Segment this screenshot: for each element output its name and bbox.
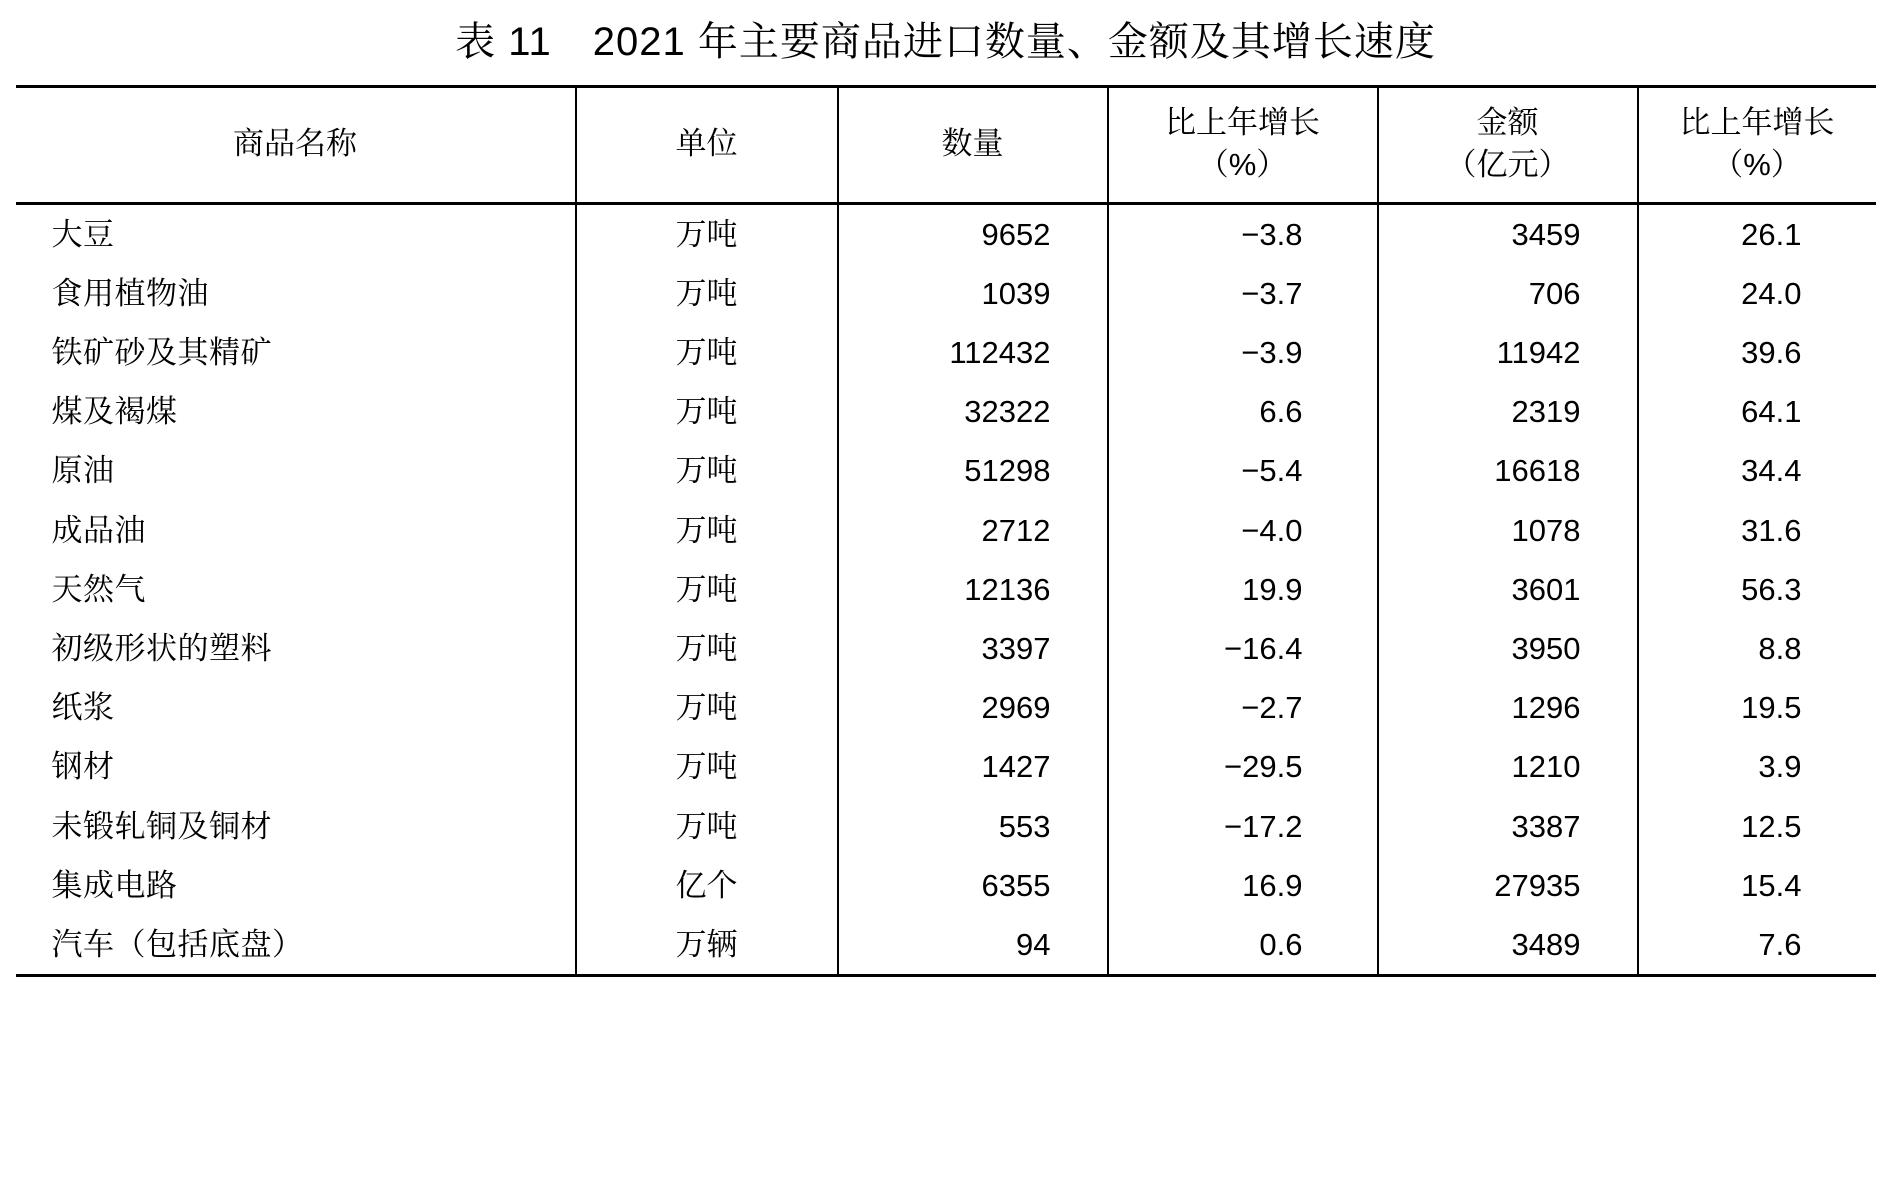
cell-unit: 万吨	[576, 441, 838, 500]
cell-unit: 万吨	[576, 501, 838, 560]
cell-quantity-growth: −16.4	[1108, 619, 1378, 678]
table-row	[16, 915, 1876, 976]
cell-commodity-name: 成品油	[51, 512, 146, 548]
table-row	[16, 203, 1876, 264]
cell-commodity-name: 原油	[51, 453, 115, 489]
cell-quantity-growth: −2.7	[1108, 678, 1378, 737]
table-body	[16, 203, 1876, 975]
cell-amount-growth: 15.4	[1638, 856, 1876, 915]
column-header-amount	[1378, 87, 1638, 204]
cell-quantity-growth: 19.9	[1108, 560, 1378, 619]
page-title: 表 11 2021 年主要商品进口数量、金额及其增长速度	[455, 20, 1436, 64]
table-row	[16, 856, 1876, 915]
cell-commodity-name: 食用植物油	[51, 275, 209, 311]
cell-amount: 706	[1378, 264, 1638, 323]
table-row	[16, 560, 1876, 619]
cell-amount-growth: 12.5	[1638, 797, 1876, 856]
table-row	[16, 264, 1876, 323]
cell-quantity-growth: −17.2	[1108, 797, 1378, 856]
cell-amount-growth: 8.8	[1638, 619, 1876, 678]
cell-commodity-name: 煤及褐煤	[51, 394, 178, 430]
cell-quantity: 1039	[838, 264, 1108, 323]
cell-unit: 万辆	[576, 915, 838, 976]
column-header-quantity-growth	[1108, 87, 1378, 204]
cell-unit: 万吨	[576, 737, 838, 796]
cell-commodity-name: 纸浆	[51, 690, 115, 726]
cell-unit: 万吨	[576, 382, 838, 441]
cell-unit: 亿个	[576, 856, 838, 915]
cell-quantity: 6355	[838, 856, 1108, 915]
column-header-amount-line2: （亿元）	[1445, 146, 1570, 182]
cell-commodity-name: 汽车（包括底盘）	[16, 915, 576, 976]
cell-amount-growth: 31.6	[1638, 501, 1876, 560]
column-header-unit: 单位	[576, 87, 838, 204]
cell-quantity: 32322	[838, 382, 1108, 441]
table-row	[16, 678, 1876, 737]
cell-amount: 3950	[1378, 619, 1638, 678]
cell-commodity-name: 集成电路	[51, 867, 178, 903]
cell-quantity: 2969	[838, 678, 1108, 737]
table-row	[16, 797, 1876, 856]
cell-amount-growth: 24.0	[1638, 264, 1876, 323]
cell-amount-growth: 64.1	[1638, 382, 1876, 441]
cell-amount-growth: 26.1	[1638, 203, 1876, 264]
cell-unit: 万吨	[576, 203, 838, 264]
column-header-name: 商品名称	[16, 87, 576, 204]
cell-quantity: 1427	[838, 737, 1108, 796]
cell-quantity-growth: −29.5	[1108, 737, 1378, 796]
cell-amount: 2319	[1378, 382, 1638, 441]
column-header-quantity: 数量	[838, 87, 1108, 204]
table-row	[16, 619, 1876, 678]
cell-unit: 万吨	[576, 619, 838, 678]
cell-quantity-growth: −5.4	[1108, 441, 1378, 500]
table-row	[16, 382, 1876, 441]
cell-quantity-growth: 16.9	[1108, 856, 1378, 915]
cell-unit: 万吨	[576, 560, 838, 619]
cell-quantity: 112432	[838, 323, 1108, 382]
cell-amount: 3459	[1378, 203, 1638, 264]
cell-unit: 万吨	[576, 678, 838, 737]
cell-amount: 1210	[1378, 737, 1638, 796]
table-row	[16, 323, 1876, 382]
cell-amount-growth: 56.3	[1638, 560, 1876, 619]
column-header-amount-growth	[1638, 87, 1876, 204]
cell-quantity: 12136	[838, 560, 1108, 619]
cell-quantity-growth: −3.8	[1108, 203, 1378, 264]
cell-quantity-growth: −3.7	[1108, 264, 1378, 323]
cell-amount-growth: 3.9	[1638, 737, 1876, 796]
column-header-amount-growth-line1: 比上年增长	[1679, 105, 1835, 140]
cell-amount: 27935	[1378, 856, 1638, 915]
cell-unit: 万吨	[576, 264, 838, 323]
cell-commodity-name: 初级形状的塑料	[51, 631, 272, 666]
cell-quantity: 9652	[838, 203, 1108, 264]
cell-amount: 1296	[1378, 678, 1638, 737]
cell-quantity-growth: 0.6	[1108, 915, 1378, 976]
cell-commodity-name: 钢材	[51, 749, 115, 785]
cell-quantity: 553	[838, 797, 1108, 856]
table-row	[16, 441, 1876, 500]
table-row	[16, 501, 1876, 560]
column-header-amount-growth-line2: （%）	[1712, 146, 1802, 182]
cell-amount-growth: 39.6	[1638, 323, 1876, 382]
cell-unit: 万吨	[576, 323, 838, 382]
column-header-quantity-growth-line1: 比上年增长	[1165, 105, 1320, 140]
cell-amount-growth: 19.5	[1638, 678, 1876, 737]
cell-amount-growth: 7.6	[1638, 915, 1876, 976]
cell-amount: 3387	[1378, 797, 1638, 856]
cell-quantity: 51298	[838, 441, 1108, 500]
cell-quantity-growth: 6.6	[1108, 382, 1378, 441]
cell-amount: 1078	[1378, 501, 1638, 560]
cell-commodity-name: 未锻轧铜及铜材	[51, 808, 272, 844]
cell-commodity-name: 天然气	[51, 571, 146, 607]
cell-quantity: 2712	[838, 501, 1108, 560]
cell-quantity-growth: −3.9	[1108, 323, 1378, 382]
cell-quantity: 3397	[838, 619, 1108, 678]
cell-amount: 16618	[1378, 441, 1638, 500]
cell-amount: 3489	[1378, 915, 1638, 976]
cell-amount-growth: 34.4	[1638, 441, 1876, 500]
cell-amount: 11942	[1378, 323, 1638, 382]
cell-quantity-growth: −4.0	[1108, 501, 1378, 560]
cell-amount: 3601	[1378, 560, 1638, 619]
cell-commodity-name: 大豆	[51, 216, 115, 252]
column-header-amount-line1: 金额	[1476, 105, 1539, 140]
cell-unit: 万吨	[576, 797, 838, 856]
column-header-quantity-growth-line2: （%）	[1197, 146, 1288, 182]
header-row	[16, 87, 1876, 204]
import-commodities-table	[16, 85, 1876, 977]
cell-quantity: 94	[838, 915, 1108, 976]
cell-commodity-name: 铁矿砂及其精矿	[51, 335, 272, 371]
table-row	[16, 737, 1876, 796]
table-header	[16, 87, 1876, 204]
